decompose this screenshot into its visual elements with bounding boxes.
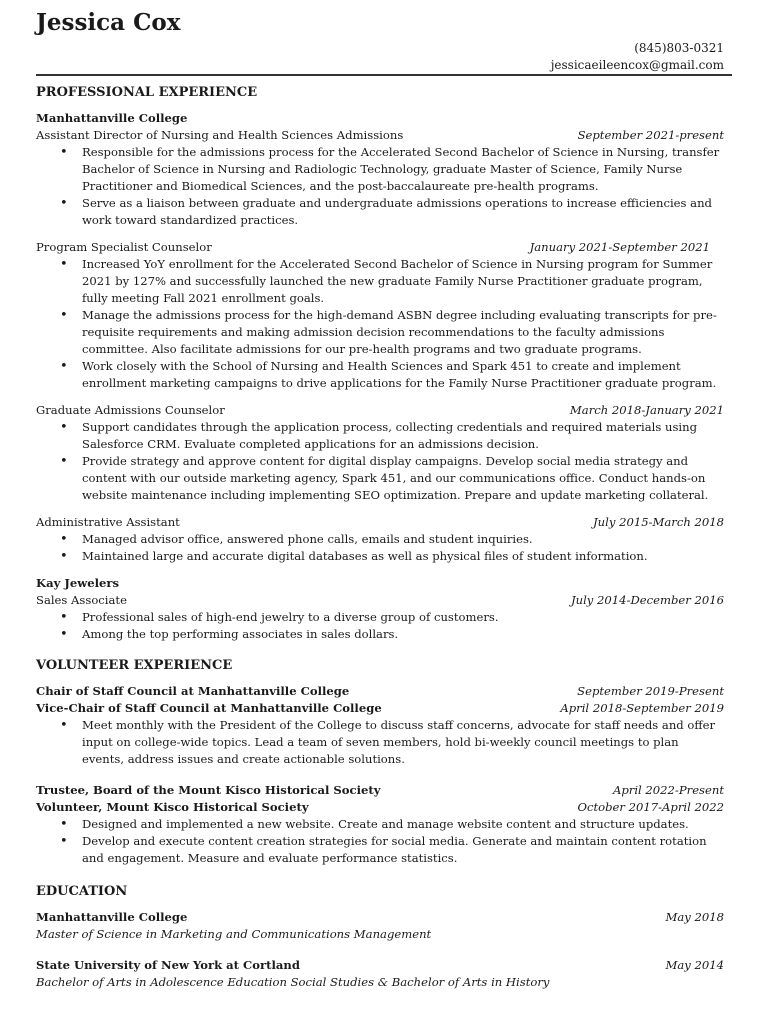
job-row <box>36 239 724 256</box>
bullet-list <box>36 609 724 643</box>
volunteer-role: Volunteer, Mount Kisco Historical Society <box>36 800 309 814</box>
org-name: Kay Jewelers <box>36 576 119 590</box>
school-name: Manhattanville College <box>36 910 188 924</box>
bullet-list <box>36 144 724 229</box>
bullet-list <box>36 816 724 867</box>
phone-number: (845)803-0321 <box>634 41 724 55</box>
volunteer-date: October 2017-April 2022 <box>577 800 724 814</box>
volunteer-date: April 2018-September 2019 <box>560 701 724 715</box>
volunteer-role: Vice-Chair of Staff Council at Manhattanville College <box>36 701 382 715</box>
section-title-volunteer: VOLUNTEER EXPERIENCE <box>36 658 233 673</box>
bullet-item: • Meet monthly with the President of the College to discuss staff concerns, advocate for staff needs and offer input on college-wide topics. Lead a team of seven members, hold bi-weekly council meetings to plan events, address issues and create actionable solutions. <box>82 717 724 768</box>
degree-name: Bachelor of Arts in Adolescence Education Social Studies & Bachelor of Arts in History <box>36 975 550 989</box>
volunteer-row <box>36 683 724 700</box>
bullet-item: • Develop and execute content creation strategies for social media. Generate and maintain content rotation and engagement. Measure and evaluate performance statistics. <box>82 833 724 867</box>
education-row <box>36 957 724 974</box>
job-role: Assistant Director of Nursing and Health Sciences Admissions <box>36 128 404 142</box>
school-name: State University of New York at Cortland <box>36 958 300 972</box>
bullet-item: • Provide strategy and approve content for digital display campaigns. Develop social media strategy and content with our outside marketing agency, Spark 451, and our communications office. Conduct hands-on website maintenance including implementing SEO optimization. Prepare and update marketing collateral. <box>82 453 724 504</box>
job-role: Administrative Assistant <box>36 515 180 529</box>
volunteer-row <box>36 799 724 816</box>
volunteer-row <box>36 782 724 799</box>
job-date: March 2018-January 2021 <box>569 403 724 417</box>
job-role: Graduate Admissions Counselor <box>36 403 225 417</box>
volunteer-role: Chair of Staff Council at Manhattanville College <box>36 684 350 698</box>
resume-content <box>36 84 724 991</box>
bullet-list <box>36 531 724 565</box>
job-date: September 2021-present <box>577 128 724 142</box>
job-row <box>36 514 724 531</box>
job-row <box>36 402 724 419</box>
bullet-list <box>36 419 724 504</box>
header-divider <box>36 74 732 76</box>
bullet-item: • Designed and implemented a new website. Create and manage website content and structure updates. <box>82 816 724 833</box>
email-address: jessicaeileencox@gmail.com <box>550 58 724 72</box>
bullet-item: • Responsible for the admissions process for the Accelerated Second Bachelor of Science in Nursing, transfer Bachelor of Science in Nursing and Radiologic Technology, graduate Master of Science, Family Nurse Practitioner and Biomedical Sciences, and the post-baccalaureate pre-health programs. <box>82 144 724 195</box>
job-role: Program Specialist Counselor <box>36 240 212 254</box>
education-row <box>36 909 724 926</box>
graduation-date: May 2018 <box>665 910 724 924</box>
bullet-item: • Serve as a liaison between graduate and undergraduate admissions operations to increase efficiencies and work toward standardized practices. <box>82 195 724 229</box>
job-row <box>36 592 724 609</box>
bullet-item: • Work closely with the School of Nursing and Health Sciences and Spark 451 to create and implement enrollment marketing campaigns to drive applications for the Family Nurse Practitioner graduate program. <box>82 358 724 392</box>
section-title-experience: PROFESSIONAL EXPERIENCE <box>36 85 258 100</box>
graduation-date: May 2014 <box>665 958 724 972</box>
bullet-item: • Maintained large and accurate digital databases as well as physical files of student information. <box>82 548 724 565</box>
volunteer-date: September 2019-Present <box>577 684 724 698</box>
org-name: Manhattanville College <box>36 111 188 125</box>
candidate-name: Jessica Cox <box>36 9 181 36</box>
job-date: July 2015-March 2018 <box>593 515 724 529</box>
bullet-item: • Among the top performing associates in sales dollars. <box>82 626 724 643</box>
bullet-list <box>36 717 724 768</box>
volunteer-date: April 2022-Present <box>612 783 724 797</box>
contact-block <box>551 40 724 74</box>
bullet-item: • Managed advisor office, answered phone calls, emails and student inquiries. <box>82 531 724 548</box>
volunteer-role: Trustee, Board of the Mount Kisco Historical Society <box>36 783 381 797</box>
job-row <box>36 127 724 144</box>
bullet-list <box>36 256 724 392</box>
bullet-item: • Professional sales of high-end jewelry to a diverse group of customers. <box>82 609 724 626</box>
job-role: Sales Associate <box>36 593 127 607</box>
volunteer-row <box>36 700 724 717</box>
bullet-item: • Manage the admissions process for the high-demand ASBN degree including evaluating transcripts for pre-requisite requirements and making admission decision recommendations to the faculty admissions committee. Also facilitate admissions for our pre-health programs and two graduate programs. <box>82 307 724 358</box>
bullet-item: • Increased YoY enrollment for the Accelerated Second Bachelor of Science in Nursing program for Summer 2021 by 127% and successfully launched the new graduate Family Nurse Practitioner graduate program, fully meeting Fall 2021 enrollment goals. <box>82 256 724 307</box>
job-date: July 2014-December 2016 <box>570 593 724 607</box>
section-title-education: EDUCATION <box>36 884 128 899</box>
bullet-item: • Support candidates through the application process, collecting credentials and required materials using Salesforce CRM. Evaluate completed applications for an admissions decision. <box>82 419 724 453</box>
degree-name: Master of Science in Marketing and Communications Management <box>36 927 432 941</box>
job-date: January 2021-September 2021 <box>529 240 710 254</box>
